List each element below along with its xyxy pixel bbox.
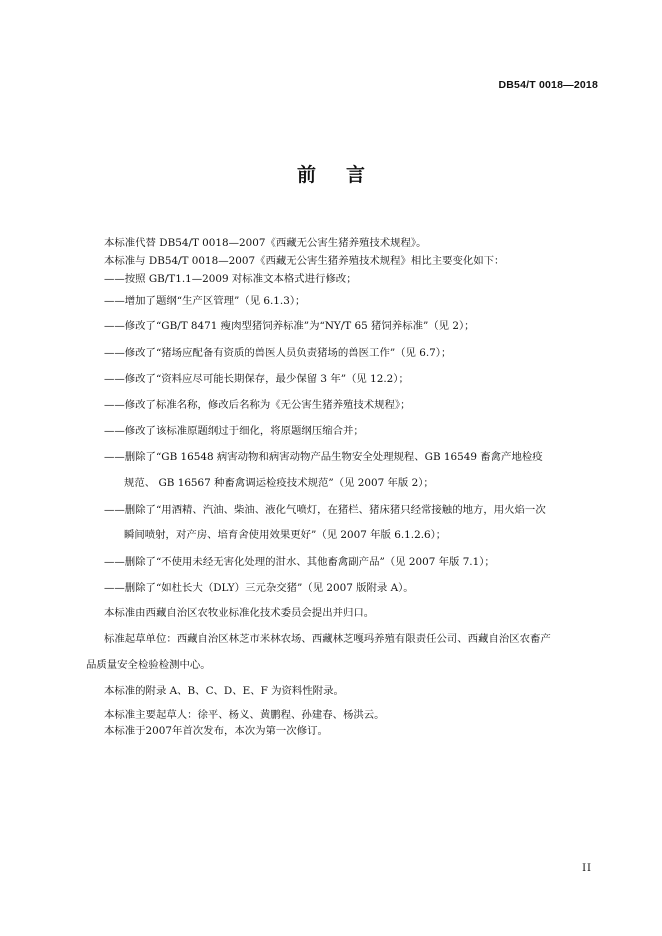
change-item-4: ——修改了“猪场应配备有资质的兽医人员负责猪场的兽医工作”（见 6.7）； (104, 347, 452, 359)
change-item-9-line-2: 瞬间喷射，对产房、培育舍使用效果更好”（见 2007 年版 6.1.2.6）； (124, 529, 447, 541)
change-item-5: ——修改了“资料应尽可能长期保存，最少保留 3 年”（见 12.2）； (104, 373, 409, 385)
change-item-3: ——修改了“GB/T 8471 瘦肉型猪饲养标准”为“NY/T 65 猪饲养标准”（见 2）； (104, 320, 475, 332)
change-item-2: ——增加了题纲“生产区管理”（见 6.1.3）； (104, 295, 306, 307)
paragraph-drafting-units-line-2: 品质量安全检验检测中心。 (86, 659, 211, 671)
change-item-8-line-1: ——删除了“GB 16548 病害动物和病害动物产品生物安全处理规程、GB 16549 畜禽产地检疫 (104, 451, 543, 463)
paragraph-history: 本标准于2007年首次发布，本次为第一次修订。 (104, 725, 328, 737)
paragraph-appendices: 本标准的附录 A、B、C、D、E、F 为资料性附录。 (104, 685, 344, 697)
change-item-1: ——按照 GB/T1.1—2009 对标准文本格式进行修改； (104, 273, 357, 285)
document-code: DB54/T 0018—2018 (498, 79, 598, 91)
page-title: 前言 (296, 164, 395, 186)
change-item-8-line-2: 规范、 GB 16567 种畜禽调运检疫技术规范”（见 2007 年版 2）； (124, 477, 434, 489)
page-number: II (582, 863, 592, 874)
change-item-6: ——修改了标准名称，修改后名称为《无公害生猪养殖技术规程》； (104, 399, 411, 411)
change-item-10: ——删除了“不使用未经无害化处理的泔水、其他畜禽副产品”（见 2007 年版 7.1）； (104, 556, 495, 568)
change-item-9-line-1: ——删除了“用酒精、汽油、柴油、液化气喷灯，在猪栏、猪床猪只经常接触的地方，用火焰一次 (104, 504, 546, 516)
paragraph-replaces: 本标准代替 DB54/T 0018—2007《西藏无公害生猪养殖技术规程》。 (104, 237, 427, 249)
paragraph-drafters: 本标准主要起草人：徐平、杨义、黄鹏程、孙建春、杨洪云。 (104, 709, 385, 721)
change-item-11: ——删除了“如杜长大（DLY）三元杂交猪”（见 2007 版附录 A）。 (104, 582, 414, 594)
change-item-7: ——修改了该标准原题纲过于细化，将原题纲压缩合并； (104, 425, 364, 437)
paragraph-proposer: 本标准由西藏自治区农牧业标准化技术委员会提出并归口。 (104, 607, 375, 619)
paragraph-changes-intro: 本标准与 DB54/T 0018—2007《西藏无公害生猪养殖技术规程》相比主要变化如下： (104, 255, 505, 267)
paragraph-drafting-units-line-1: 标准起草单位：西藏自治区林芝市米林农场、西藏林芝嘎玛养殖有限责任公司、西藏自治区农畜产 (104, 633, 551, 645)
